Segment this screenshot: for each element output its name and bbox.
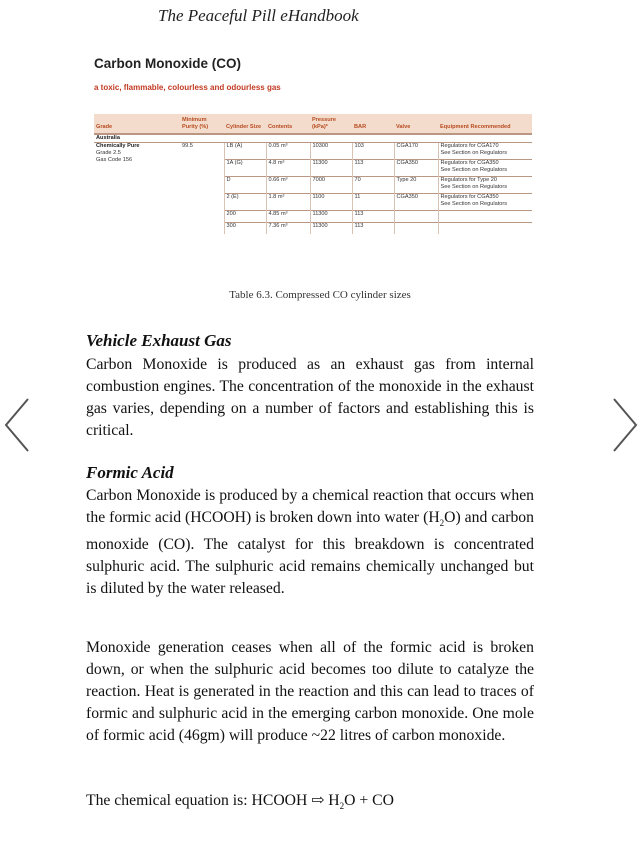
grade-line: Grade 2.5 bbox=[96, 150, 121, 156]
equipment-line: Regulators for CGA170 bbox=[440, 143, 499, 149]
book-title: The Peaceful Pill eHandbook bbox=[158, 6, 359, 25]
size-cell: 300 bbox=[224, 223, 266, 235]
formic-paragraph-2: Monoxide generation ceases when all of the formic acid is broken down, or when the sulphuric acid becomes too dilute to catalyze the reaction. Heat is generated in the reaction and this can lead to traces of formic and sulphuric acid in the emerging carbon monoxide. One mole of formic acid (46gm) will produce ~22 litres of carbon monoxide. bbox=[86, 639, 534, 744]
subscript-2: 2 bbox=[439, 518, 445, 529]
formic-paragraph-1 bbox=[86, 485, 534, 600]
grade-line: Chemically Pure bbox=[96, 143, 140, 149]
pressure-cell: 1100 bbox=[310, 194, 352, 211]
col-header-pressure: Pressure (kPa)* bbox=[310, 114, 352, 134]
contents-cell: 4.85 m³ bbox=[266, 211, 310, 223]
equation-rest: O + CO bbox=[344, 792, 394, 809]
cylinder-table bbox=[94, 114, 532, 234]
equipment-line: Regulators for CGA350 bbox=[440, 194, 499, 200]
pressure-cell: 11300 bbox=[310, 223, 352, 235]
equipment-cell bbox=[438, 143, 532, 160]
table-subheading: a toxic, flammable, colourless and odourless gas bbox=[94, 83, 281, 92]
size-cell: D bbox=[224, 177, 266, 194]
grade-cell bbox=[94, 143, 180, 235]
col-header-bar: BAR bbox=[352, 114, 394, 134]
contents-cell: 0.66 m³ bbox=[266, 177, 310, 194]
section-title-vehicle: Vehicle Exhaust Gas bbox=[86, 331, 232, 350]
table-header-row bbox=[94, 114, 532, 134]
section-label: Australia bbox=[96, 135, 120, 141]
chevron-right-icon bbox=[610, 395, 640, 455]
equipment-cell bbox=[438, 223, 532, 235]
previous-page-button[interactable] bbox=[2, 395, 32, 455]
pressure-cell: 7000 bbox=[310, 177, 352, 194]
equipment-cell bbox=[438, 194, 532, 211]
valve-cell: CGA170 bbox=[394, 143, 438, 160]
valve-cell: Type 20 bbox=[394, 177, 438, 194]
size-cell: 1A (G) bbox=[224, 160, 266, 177]
table-heading: Carbon Monoxide (CO) bbox=[94, 56, 241, 71]
section-title-formic: Formic Acid bbox=[86, 463, 174, 482]
contents-cell: 4.8 m³ bbox=[266, 160, 310, 177]
valve-cell: CGA350 bbox=[394, 160, 438, 177]
col-header-size: Cylinder Size bbox=[224, 114, 266, 134]
table-row bbox=[94, 143, 532, 160]
contents-cell: 0.05 m³ bbox=[266, 143, 310, 160]
next-page-button[interactable] bbox=[610, 395, 640, 455]
col-header-contents: Contents bbox=[266, 114, 310, 134]
size-cell: 200 bbox=[224, 211, 266, 223]
pressure-cell: 11300 bbox=[310, 211, 352, 223]
col-header-valve: Valve bbox=[394, 114, 438, 134]
equipment-line: Regulators for Type 20 bbox=[440, 177, 497, 183]
chemical-equation bbox=[86, 790, 534, 817]
contents-cell: 1.8 m³ bbox=[266, 194, 310, 211]
equipment-line: Regulators for CGA350 bbox=[440, 160, 499, 166]
vehicle-paragraph: Carbon Monoxide is produced as an exhaust gas from internal combustion engines. The concentration of the monoxide in the exhaust gas varies, depending on a number of factors and establishing this is critical. bbox=[86, 356, 534, 439]
valve-cell bbox=[394, 223, 438, 235]
purity-cell: 99.5 bbox=[180, 143, 224, 235]
equipment-note: See Section on Regulators bbox=[440, 150, 508, 156]
pressure-cell: 11300 bbox=[310, 160, 352, 177]
formic-text-b: O) and carbon monoxide (CO). The catalyst for this breakdown is concentrated sulphuric acid. The sulphuric acid remains chemically unchanged but is diluted by the water released. bbox=[86, 509, 534, 598]
bar-cell: 11 bbox=[352, 194, 394, 211]
equipment-cell bbox=[438, 211, 532, 223]
table-section-row bbox=[94, 134, 532, 143]
equation-intro: The chemical equation is: HCOOH ⇨ H bbox=[86, 792, 340, 809]
contents-cell: 7.36 m³ bbox=[266, 223, 310, 235]
equipment-note: See Section on Regulators bbox=[440, 201, 508, 207]
grade-line: Gas Code 156 bbox=[96, 157, 133, 163]
equipment-cell bbox=[438, 160, 532, 177]
equipment-note: See Section on Regulators bbox=[440, 184, 508, 190]
bar-cell: 113 bbox=[352, 223, 394, 235]
size-cell: LB (A) bbox=[224, 143, 266, 160]
col-header-purity: Minimum Purity (%) bbox=[180, 114, 224, 134]
cylinder-table-figure bbox=[94, 56, 540, 234]
equipment-cell bbox=[438, 177, 532, 194]
equipment-note: See Section on Regulators bbox=[440, 167, 508, 173]
chevron-left-icon bbox=[2, 395, 32, 455]
col-header-grade: Grade bbox=[94, 114, 180, 134]
formic-text-a: Carbon Monoxide is produced by a chemical reaction that occurs when the formic acid (HCOOH) is broken down into water (H bbox=[86, 487, 534, 526]
bar-cell: 103 bbox=[352, 143, 394, 160]
col-header-equipment: Equipment Recommended bbox=[438, 114, 532, 134]
table-caption: Table 6.3. Compressed CO cylinder sizes bbox=[229, 289, 411, 301]
size-cell: 2 (E) bbox=[224, 194, 266, 211]
pressure-cell: 10300 bbox=[310, 143, 352, 160]
valve-cell bbox=[394, 211, 438, 223]
bar-cell: 70 bbox=[352, 177, 394, 194]
bar-cell: 113 bbox=[352, 211, 394, 223]
subscript-2: 2 bbox=[339, 801, 345, 812]
bar-cell: 113 bbox=[352, 160, 394, 177]
valve-cell: CGA350 bbox=[394, 194, 438, 211]
